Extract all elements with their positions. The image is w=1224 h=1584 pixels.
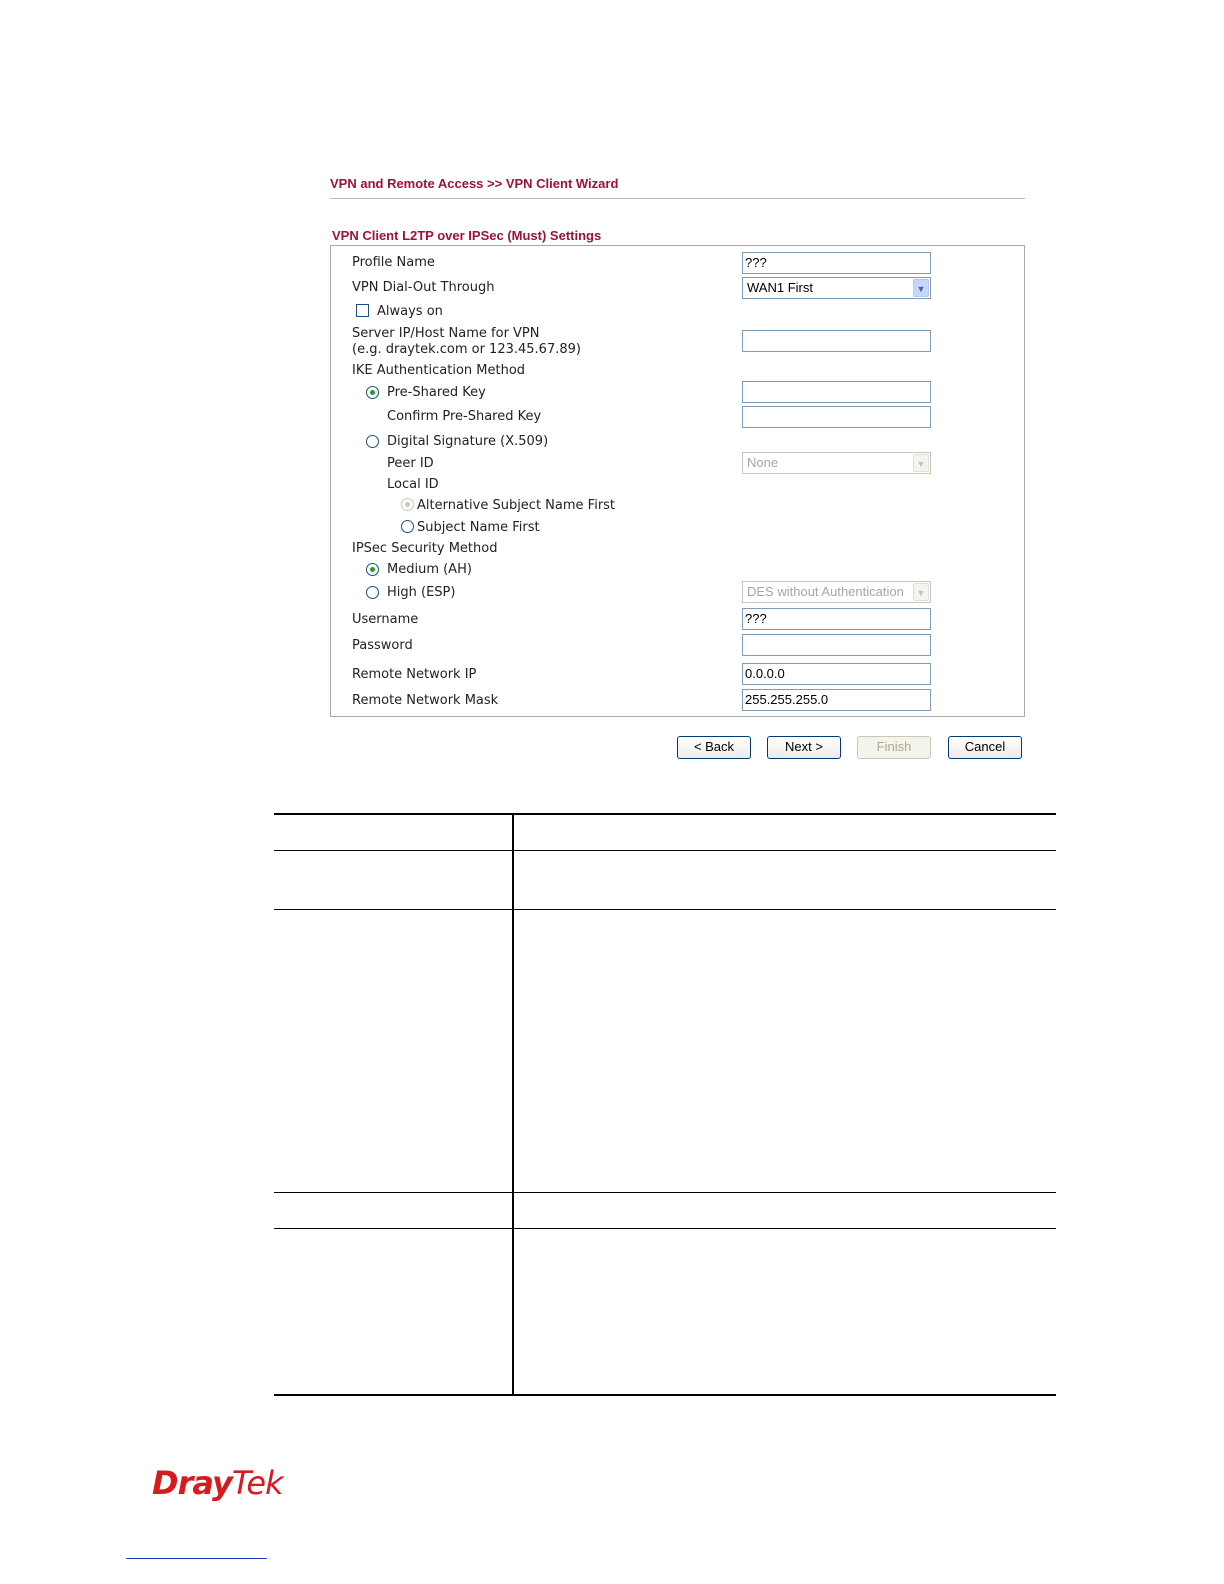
confirm-pre-shared-key-label: Confirm Pre-Shared Key [387,409,542,424]
password-label: Password [352,638,413,653]
remote-network-ip-input[interactable]: 0.0.0.0 [742,663,931,685]
ike-auth-label: IKE Authentication Method [352,363,526,378]
table-row-divider [274,1228,1056,1229]
dial-out-label: VPN Dial-Out Through [352,280,495,295]
password-input[interactable] [742,634,931,656]
breadcrumb: VPN and Remote Access >> VPN Client Wizard [330,176,619,191]
table-top-border [274,813,1056,815]
cancel-button[interactable]: Cancel [948,736,1022,759]
footer-rule [126,1558,267,1559]
peer-id-label: Peer ID [387,456,434,471]
server-example-label: (e.g. draytek.com or 123.45.67.89) [352,342,581,357]
finish-button[interactable]: Finish [857,736,931,759]
username-label: Username [352,612,419,627]
table-row-divider [274,1192,1056,1193]
always-on-label: Always on [377,304,443,319]
remote-network-mask-input[interactable]: 255.255.255.0 [742,689,931,711]
table-bottom-border [274,1394,1056,1396]
server-label: Server IP/Host Name for VPN [352,326,540,341]
table-row-divider [274,850,1056,851]
next-button[interactable]: Next > [767,736,841,759]
high-esp-radio[interactable] [366,586,379,599]
ipsec-method-label: IPSec Security Method [352,541,498,556]
medium-ah-radio[interactable] [366,563,379,576]
pre-shared-key-input[interactable] [742,381,931,403]
always-on-checkbox[interactable] [356,304,369,317]
section-title: VPN Client L2TP over IPSec (Must) Settings [332,228,602,243]
username-input[interactable]: ??? [742,608,931,630]
peer-id-selected-value: None [747,455,779,470]
esp-method-selected-value: DES without Authentication [747,584,904,599]
subject-name-radio[interactable] [401,520,414,533]
draytek-logo [152,1464,283,1502]
table-column-divider [512,813,514,1396]
profile-name-input[interactable]: ??? [742,252,931,274]
peer-id-select[interactable] [742,452,931,474]
table-row-divider [274,909,1056,910]
dial-out-selected-value: WAN1 First [747,280,813,295]
chevron-down-icon[interactable]: ▼ [913,583,929,601]
profile-name-label: Profile Name [352,255,435,270]
remote-network-mask-label: Remote Network Mask [352,693,499,708]
medium-ah-label: Medium (AH) [387,562,472,577]
local-id-label: Local ID [387,477,439,492]
alt-subject-name-radio[interactable] [401,498,414,511]
chevron-down-icon[interactable]: ▼ [913,454,929,472]
pre-shared-key-label: Pre-Shared Key [387,385,486,400]
logo-part-dray: Dray [152,1464,232,1502]
digital-signature-radio[interactable] [366,435,379,448]
breadcrumb-divider [330,198,1025,199]
back-button[interactable]: < Back [677,736,751,759]
chevron-down-icon[interactable]: ▼ [913,279,929,297]
remote-network-ip-label: Remote Network IP [352,667,477,682]
high-esp-label: High (ESP) [387,585,456,600]
esp-method-select[interactable] [742,581,931,603]
alt-subject-name-label: Alternative Subject Name First [417,498,616,513]
dial-out-select[interactable] [742,277,931,299]
pre-shared-key-radio[interactable] [366,386,379,399]
logo-part-tek: Tek [231,1464,283,1502]
digital-signature-label: Digital Signature (X.509) [387,434,549,449]
confirm-pre-shared-key-input[interactable] [742,406,931,428]
subject-name-label: Subject Name First [417,520,540,535]
server-input[interactable] [742,330,931,352]
